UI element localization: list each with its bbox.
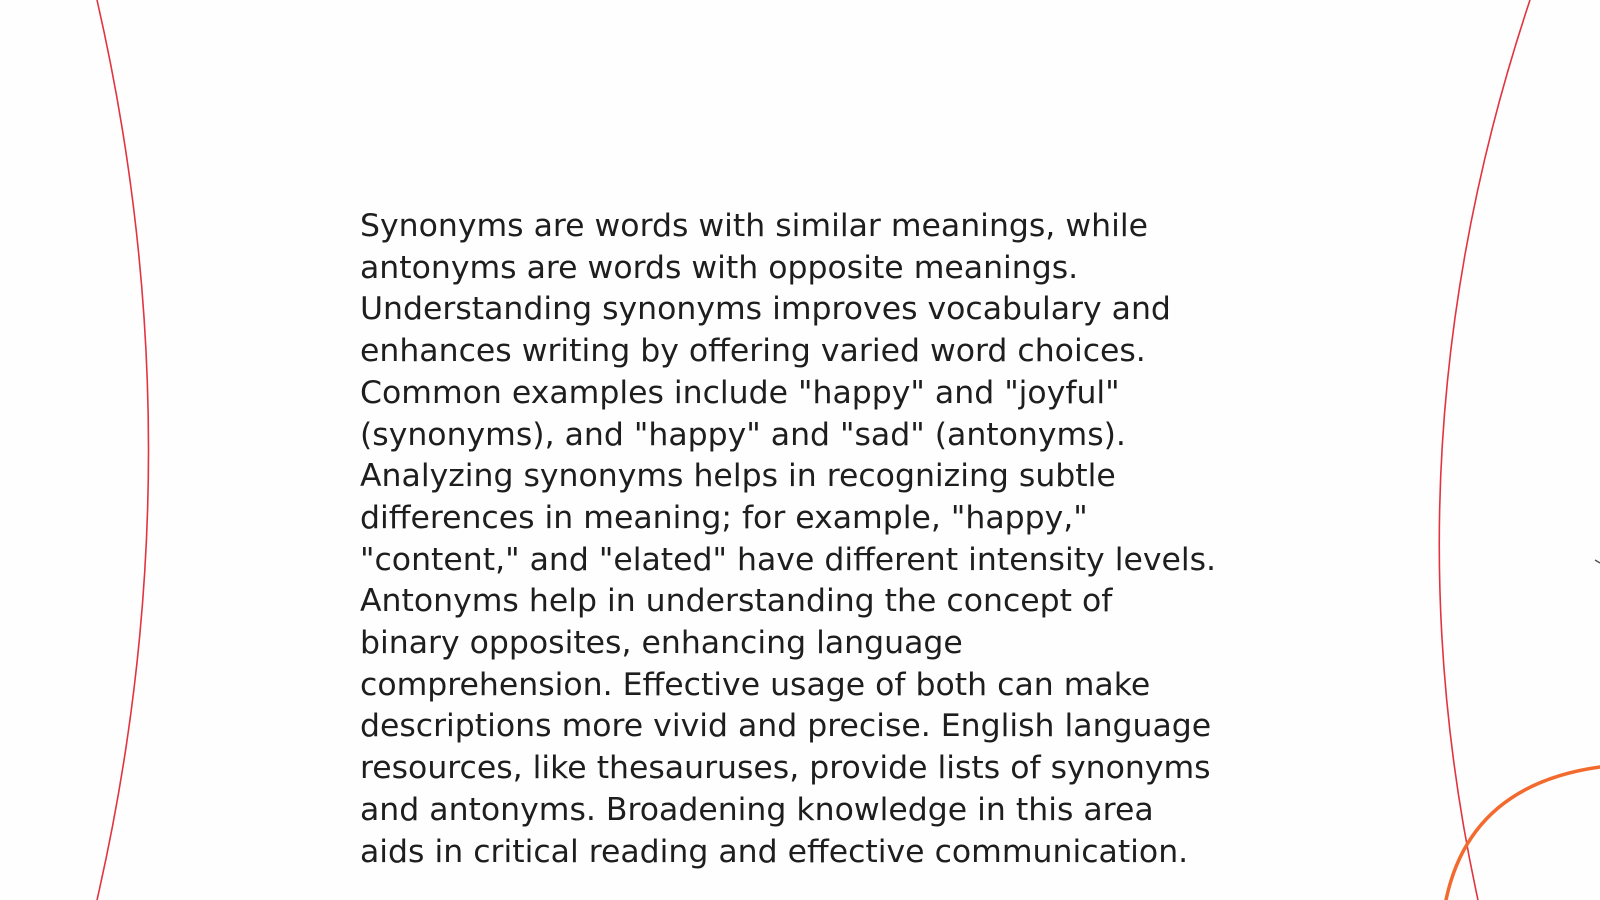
body-line: (synonyms), and "happy" and "sad" (antonyms). [360, 416, 1126, 453]
body-line: comprehension. Effective usage of both can make [360, 666, 1151, 703]
body-line: antonyms are words with opposite meanings. [360, 249, 1079, 286]
body-line: and antonyms. Broadening knowledge in this area [360, 791, 1154, 828]
body-line: Synonyms are words with similar meanings, while [360, 208, 1148, 244]
small-tick-mark [1595, 560, 1600, 563]
body-line: Antonyms help in understanding the concept of [360, 583, 1113, 620]
left-curve-line [97, 0, 149, 900]
body-line: resources, like thesauruses, provide lists of synonyms [360, 750, 1211, 787]
body-line: Common examples include "happy" and "joyful" [360, 374, 1120, 411]
body-line: descriptions more vivid and precise. English language [360, 708, 1212, 745]
orange-arc [1446, 767, 1600, 900]
body-line: binary opposites, enhancing language [360, 625, 963, 662]
body-paragraph [360, 206, 1260, 873]
body-line: "content," and "elated" have different intensity levels. [360, 541, 1217, 578]
body-line: aids in critical reading and effective communication. [360, 833, 1189, 870]
body-line: Analyzing synonyms helps in recognizing subtle [360, 458, 1116, 495]
body-line: differences in meaning; for example, "happy," [360, 499, 1088, 536]
body-line: Understanding synonyms improves vocabulary and [360, 291, 1171, 328]
body-line: enhances writing by offering varied word choices. [360, 333, 1146, 370]
right-curve-line [1439, 0, 1530, 900]
